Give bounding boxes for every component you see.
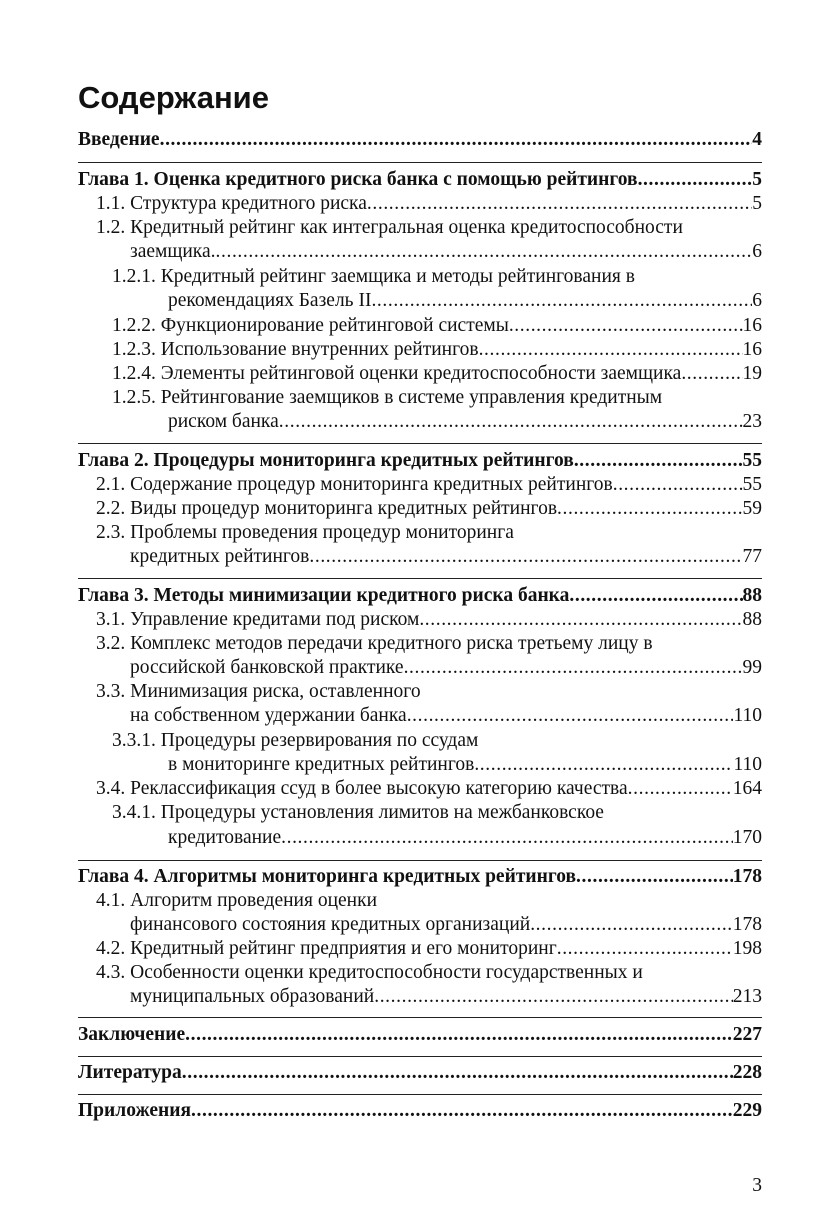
- toc-entry-3-3-cont[interactable]: [130, 704, 762, 728]
- toc-entry-title: кредитных рейтингов: [130, 546, 310, 567]
- toc-entry-title: рекомендациях Базель II: [168, 290, 372, 311]
- dot-leader: [367, 192, 752, 216]
- toc-entry-chapter-2[interactable]: [78, 449, 762, 473]
- dot-leader: [681, 362, 742, 386]
- toc-entry-title: муниципальных образований: [130, 986, 375, 1007]
- toc-entry-4-2[interactable]: [96, 937, 762, 961]
- toc-entry-2-3-cont[interactable]: [130, 545, 762, 569]
- toc-entry-4-3-cont[interactable]: [130, 985, 762, 1009]
- toc-entry-title: российской банковской практике: [130, 657, 404, 678]
- toc-entry-page: 198: [732, 938, 762, 959]
- toc-entry-1-2-1[interactable]: [112, 265, 762, 289]
- toc-entry-page: 5: [752, 169, 762, 190]
- toc-entry-title: 3.1. Управление кредитами под риском: [96, 609, 420, 630]
- toc-entry-4-1-cont[interactable]: [130, 913, 762, 937]
- toc-entry-page: 110: [733, 705, 762, 726]
- dot-leader: [182, 1061, 733, 1085]
- toc-entry-title: на собственном удержании банка: [130, 705, 407, 726]
- toc-entry-4-1[interactable]: [96, 889, 762, 913]
- dot-leader: [419, 608, 742, 632]
- toc-entry-title: 1.2.2. Функционирование рейтинговой системы: [112, 315, 509, 336]
- toc-entry-1-2-5[interactable]: [112, 386, 762, 410]
- toc-entry-page: 55: [742, 474, 762, 495]
- toc-entry-page: 6: [752, 290, 762, 311]
- dot-leader: [185, 1023, 733, 1047]
- dot-leader: [576, 865, 733, 889]
- dot-leader: [509, 314, 743, 338]
- dot-leader: [279, 410, 743, 434]
- toc-entry-3-1[interactable]: [96, 608, 762, 632]
- toc-entry-page: 228: [732, 1062, 762, 1083]
- toc-entry-chapter-3[interactable]: [78, 584, 762, 608]
- toc-entry-4-3[interactable]: [96, 961, 762, 985]
- toc-entry-title: Глава 4. Алгоритмы мониторинга кредитных рейтингов: [78, 866, 577, 887]
- toc-entry-page: 164: [732, 778, 762, 799]
- toc-entry-page: 5: [752, 193, 762, 214]
- toc-entry-page: 55: [742, 450, 762, 471]
- toc-entry-references[interactable]: [78, 1061, 762, 1085]
- toc-entry-1-2-4[interactable]: [112, 362, 762, 386]
- toc-entry-1-2-3[interactable]: [112, 338, 762, 362]
- dot-leader: [407, 704, 734, 728]
- toc-entry-title: 1.2.5. Рейтингование заемщиков в системе управления кредитным: [112, 387, 663, 408]
- separator-rule: [78, 1017, 762, 1018]
- toc-entry-page: 88: [742, 609, 762, 630]
- separator-rule: [78, 162, 762, 163]
- toc-entry-page: 227: [732, 1024, 762, 1045]
- dot-leader: [613, 473, 743, 497]
- toc-entry-1-2[interactable]: [96, 216, 762, 240]
- toc-entry-appendices[interactable]: [78, 1099, 762, 1123]
- toc-entry-title: Глава 2. Процедуры мониторинга кредитных рейтингов: [78, 450, 574, 471]
- toc-entry-title: 4.3. Особенности оценки кредитоспособности государственных и: [96, 962, 643, 983]
- toc-entry-title: 1.2.1. Кредитный рейтинг заемщика и методы рейтингования в: [112, 266, 635, 287]
- toc-entry-page: 170: [732, 827, 762, 848]
- dot-leader: [557, 937, 733, 961]
- toc-entry-3-3-1-cont[interactable]: [168, 753, 762, 777]
- toc-entry-title: 2.3. Проблемы проведения процедур мониторинга: [96, 522, 514, 543]
- toc-entry-title: Заключение: [78, 1024, 186, 1045]
- separator-rule: [78, 578, 762, 579]
- toc-entry-3-4-1[interactable]: [112, 801, 762, 825]
- toc-entry-page: 229: [732, 1100, 762, 1121]
- toc-entry-3-2-cont[interactable]: [130, 656, 762, 680]
- page-title: Содержание: [78, 80, 269, 115]
- dot-leader: [374, 985, 733, 1009]
- toc-entry-3-3[interactable]: [96, 680, 762, 704]
- toc-entry-title: 1.2. Кредитный рейтинг как интегральная оценка кредитоспособности: [96, 217, 683, 238]
- toc-entry-title: финансового состояния кредитных организаций: [130, 914, 531, 935]
- dot-leader: [404, 656, 743, 680]
- toc-entry-page: 88: [742, 585, 762, 606]
- toc-entry-title: 3.3. Минимизация риска, оставленного: [96, 681, 421, 702]
- toc-entry-2-1[interactable]: [96, 473, 762, 497]
- toc-entry-page: 4: [752, 129, 762, 150]
- page-number: 3: [752, 1175, 762, 1196]
- separator-rule: [78, 443, 762, 444]
- toc-entry-1-1[interactable]: [96, 192, 762, 216]
- separator-rule: [78, 1094, 762, 1095]
- toc-entry-1-2-2[interactable]: [112, 314, 762, 338]
- toc-entry-3-4-1-cont[interactable]: [168, 826, 762, 850]
- toc-entry-title: Введение: [78, 129, 160, 150]
- dot-leader: [371, 289, 752, 313]
- toc-entry-title: Глава 3. Методы минимизации кредитного риска банка: [78, 585, 570, 606]
- toc-entry-title: в мониторинге кредитных рейтингов: [168, 754, 475, 775]
- toc-entry-page: 178: [732, 914, 762, 935]
- toc-entry-page: 6: [752, 241, 762, 262]
- toc-entry-page: 16: [742, 339, 762, 360]
- dot-leader: [574, 449, 743, 473]
- toc-entry-title: кредитование: [168, 827, 282, 848]
- toc-entry-title: 3.4. Реклассификация ссуд в более высокую категорию качества: [96, 778, 628, 799]
- toc-entry-3-3-1[interactable]: [112, 729, 762, 753]
- dot-leader: [160, 128, 753, 152]
- toc-entry-page: 59: [742, 498, 762, 519]
- toc-entry-1-2-1-cont[interactable]: [168, 289, 762, 313]
- toc-entry-3-2[interactable]: [96, 632, 762, 656]
- toc-entry-title: 4.1. Алгоритм проведения оценки: [96, 890, 378, 911]
- toc-entry-3-4[interactable]: [96, 777, 762, 801]
- toc-entry-2-2[interactable]: [96, 497, 762, 521]
- toc-entry-chapter-4[interactable]: [78, 865, 762, 889]
- toc-entry-title: риском банка: [168, 411, 279, 432]
- dot-leader: [309, 545, 742, 569]
- toc-entry-1-2-cont[interactable]: [130, 240, 762, 264]
- toc-entry-title: 3.3.1. Процедуры резервирования по ссудам: [112, 730, 479, 751]
- toc-entry-title: 4.2. Кредитный рейтинг предприятия и его мониторинг: [96, 938, 557, 959]
- toc-entry-chapter-1[interactable]: [78, 168, 762, 192]
- toc-entry-page: 99: [742, 657, 762, 678]
- toc-entry-title: 1.2.3. Использование внутренних рейтингов: [112, 339, 479, 360]
- toc-entry-title: 3.4.1. Процедуры установления лимитов на межбанковское: [112, 802, 604, 823]
- separator-rule: [78, 860, 762, 861]
- dot-leader: [638, 168, 753, 192]
- toc-entry-introduction[interactable]: [78, 128, 762, 152]
- dot-leader: [191, 1099, 733, 1123]
- toc-entry-page: 77: [742, 546, 762, 567]
- toc-entry-page: 178: [732, 866, 762, 887]
- dot-leader: [557, 497, 742, 521]
- toc-entry-title: 2.2. Виды процедур мониторинга кредитных рейтингов: [96, 498, 558, 519]
- toc-entry-title: 1.1. Структура кредитного риска: [96, 193, 367, 214]
- dot-leader: [479, 338, 743, 362]
- toc-entry-title: Приложения: [78, 1100, 192, 1121]
- dot-leader: [281, 826, 733, 850]
- toc-entry-title: 1.2.4. Элементы рейтинговой оценки кредитоспособности заемщика: [112, 363, 682, 384]
- toc-entry-conclusion[interactable]: [78, 1023, 762, 1047]
- toc-entry-title: 2.1. Содержание процедур мониторинга кредитных рейтингов: [96, 474, 613, 495]
- toc-entry-1-2-5-cont[interactable]: [168, 410, 762, 434]
- toc-entry-2-3[interactable]: [96, 521, 762, 545]
- separator-rule: [78, 1056, 762, 1057]
- toc-entry-page: 19: [742, 363, 762, 384]
- toc-entry-title: заемщика.: [130, 241, 216, 262]
- dot-leader: [474, 753, 733, 777]
- toc-entry-title: Литература: [78, 1062, 182, 1083]
- toc-entry-title: 3.2. Комплекс методов передачи кредитного риска третьему лицу в: [96, 633, 653, 654]
- toc-entry-page: 16: [742, 315, 762, 336]
- dot-leader: [569, 584, 742, 608]
- toc-entry-page: 110: [733, 754, 762, 775]
- toc-entry-page: 23: [742, 411, 762, 432]
- toc-entry-title: Глава 1. Оценка кредитного риска банка с помощью рейтингов: [78, 169, 638, 190]
- toc-entry-page: 213: [732, 986, 762, 1007]
- dot-leader: [216, 240, 753, 264]
- dot-leader: [530, 913, 733, 937]
- dot-leader: [628, 777, 733, 801]
